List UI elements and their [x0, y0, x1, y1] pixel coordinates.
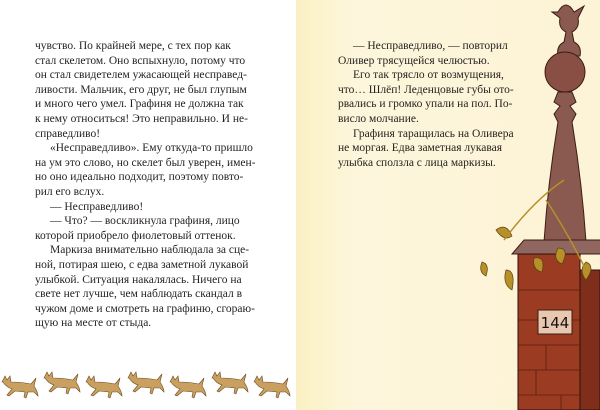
- text-line: висло молчание.: [338, 112, 419, 125]
- text-line: на ум это слово, но скелет был уверен, имен-: [35, 156, 256, 169]
- text-line: рил его вслух.: [35, 185, 105, 198]
- dog-icon: [210, 360, 250, 400]
- text-line: рвались и громко упали на пол. По-: [338, 98, 513, 111]
- text-line: ной, потирая шею, с едва заметной лукавой: [35, 258, 249, 271]
- dog-statue-icon: [552, 5, 584, 56]
- dog-icon: [126, 360, 166, 400]
- dog-icon: [0, 364, 40, 404]
- text-line: что… Шлёп! Леденцовые губы ото-: [338, 83, 514, 96]
- text-line: Оливер трясущейся челюстью.: [338, 54, 490, 67]
- text-line: улыбкой. Ситуация накалялась. Ничего на: [35, 273, 242, 286]
- text-line: чужом доме и смотреть на графиню, сгораю-: [35, 302, 255, 315]
- pillar-illustration: [296, 0, 600, 410]
- text-line: ливости. Мальчик, его друг, не был глупым: [35, 83, 247, 96]
- text-line: щую на месте от стыда.: [35, 317, 152, 330]
- text-line: справедливо!: [35, 127, 101, 140]
- text-line: улыбка сползла с лица маркизы.: [338, 156, 496, 169]
- dog-icon: [252, 364, 292, 404]
- text-line: Маркиза внимательно наблюдала за сце-: [50, 244, 250, 257]
- text-line: чувство. По крайней мере, с тех пор как: [35, 40, 231, 52]
- text-line: — Что? — воскликнула графиня, лицо: [50, 215, 240, 228]
- text-line: Его так трясло от возмущения,: [353, 69, 504, 82]
- dog-icon: [42, 360, 82, 400]
- right-page: [296, 0, 600, 410]
- text-line: не моргая. Едва заметная лукавая: [338, 142, 503, 155]
- text-line: Графиня таращилась на Оливера: [353, 127, 514, 140]
- page-number: 144: [540, 314, 570, 332]
- text-line: «Несправедливо». Ему откуда-то пришло: [50, 142, 253, 155]
- left-page-text: [35, 39, 257, 331]
- dog-icon: [168, 364, 208, 404]
- text-line: но оно идеально подходит, поэтому повто-: [35, 171, 244, 184]
- running-dogs-border: [0, 360, 296, 400]
- text-line: которой приобрело фиолетовый оттенок.: [35, 229, 236, 242]
- text-line: и много чего умел. Графиня не должна так: [35, 98, 244, 111]
- text-line: — Несправедливо!: [50, 200, 144, 213]
- text-line: — Несправедливо, — повторил: [353, 40, 508, 52]
- dog-icon: [84, 364, 124, 404]
- text-line: к нему относиться! Это неправильно. И не-: [35, 112, 248, 125]
- left-page: [0, 0, 296, 410]
- text-line: стал скелетом. Оно вспыхнуло, потому что: [35, 54, 246, 67]
- text-line: он стал свидетелем ужасающей несправед-: [35, 69, 247, 82]
- text-line: свете нет лучше, чем наблюдать скандал в: [35, 288, 243, 301]
